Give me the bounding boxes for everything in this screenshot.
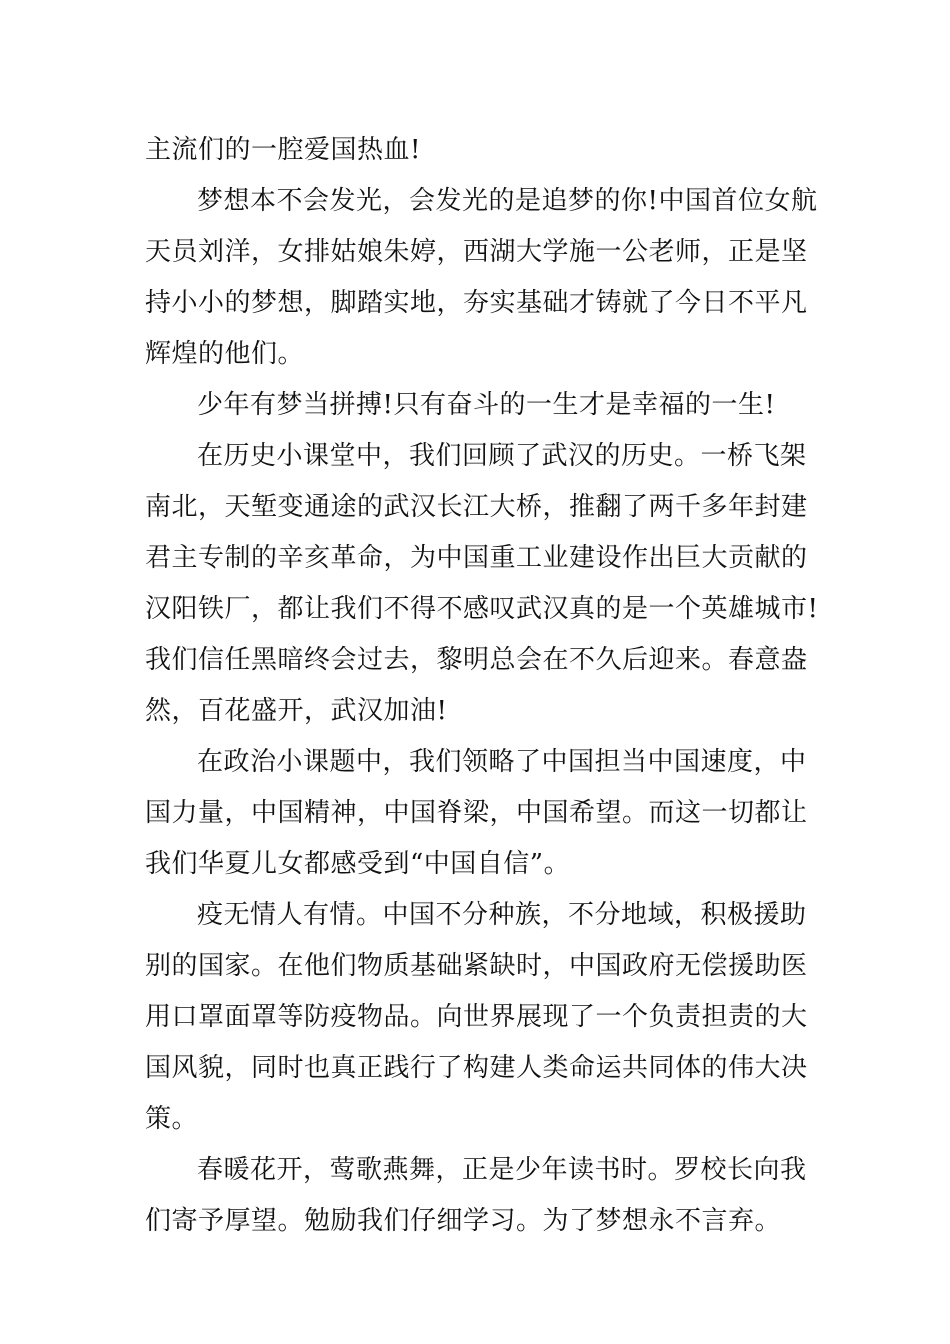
paragraph-2 [145, 176, 818, 380]
text-line: 持小小的梦想，脚踏实地，夯实基础才铸就了今日不平凡 [145, 288, 808, 318]
text-line: 疫无情人有情。中国不分种族，不分地域，积极援助 [197, 900, 807, 930]
text-line: 南北，天堑变通途的武汉长江大桥，推翻了两千多年封建 [145, 492, 808, 522]
paragraph-4 [145, 431, 819, 737]
document-body [145, 125, 819, 1247]
text-line: 春暖花开，莺歌燕舞，正是少年读书时。罗校长向我 [197, 1155, 807, 1185]
text-line: 国风貌，同时也真正践行了构建人类命运共同体的伟大决 [145, 1053, 808, 1083]
paragraph-3 [145, 380, 810, 431]
text-line: 国力量，中国精神，中国脊梁，中国希望。而这一切都让 [145, 798, 808, 828]
paragraph-6 [145, 890, 810, 1145]
text-line: 我们信任黑暗终会过去，黎明总会在不久后迎来。春意盎 [145, 645, 808, 675]
text-line: 策。 [145, 1104, 199, 1134]
text-line: 少年有梦当拼搏!只有奋斗的一生才是幸福的一生! [197, 390, 776, 420]
text-line: 在政治小课题中，我们领略了中国担当中国速度，中 [197, 747, 807, 777]
paragraph-5 [145, 737, 810, 890]
text-line: 别的国家。在他们物质基础紧缺时，中国政府无偿援助医 [145, 951, 808, 981]
paragraph-7 [145, 1145, 810, 1247]
text-line: 用口罩面罩等防疫物品。向世界展现了一个负责担责的大 [145, 1002, 808, 1032]
text-line: 在历史小课堂中，我们回顾了武汉的历史。一桥飞架 [197, 441, 807, 471]
text-line: 我们华夏儿女都感受到“中国自信”。 [145, 849, 571, 879]
text-line: 主流们的一腔爱国热血! [145, 135, 421, 165]
text-line: 天员刘洋，女排姑娘朱婷，西湖大学施一公老师，正是坚 [145, 237, 808, 267]
text-line: 们寄予厚望。勉励我们仔细学习。为了梦想永不言弃。 [145, 1206, 782, 1236]
paragraph-1 [145, 125, 810, 176]
text-line: 君主专制的辛亥革命，为中国重工业建设作出巨大贡献的 [145, 543, 808, 573]
text-line: 辉煌的他们。 [145, 339, 305, 369]
text-line: 汉阳铁厂，都让我们不得不感叹武汉真的是一个英雄城市! [145, 594, 819, 624]
text-line: 然，百花盛开，武汉加油! [145, 696, 448, 726]
text-line: 梦想本不会发光，会发光的是追梦的你!中国首位女航 [197, 186, 818, 216]
